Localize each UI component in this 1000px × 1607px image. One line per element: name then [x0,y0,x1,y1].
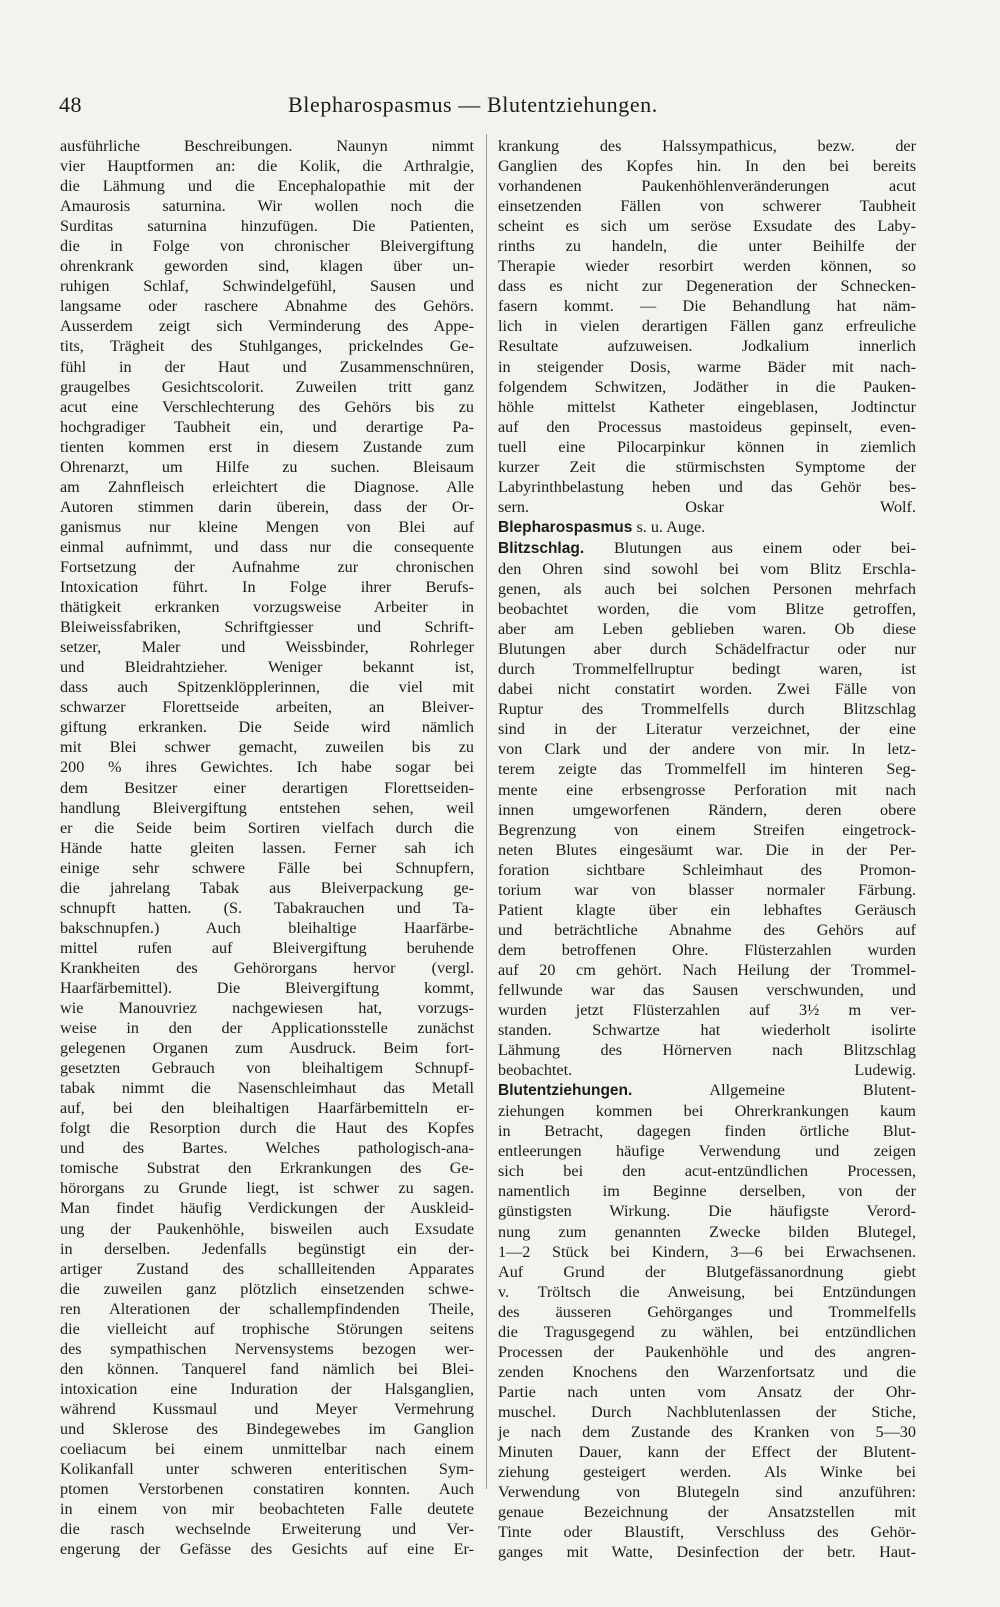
text-line: kurzer Zeit die stürmischsten Symptome der [498,457,916,476]
text-line: wurden jetzt Flüsterzahlen auf 3½ m ver- [498,1001,916,1020]
text-line: Ganglien des Kopfes hin. In den bei bereits [498,157,916,176]
text-line: hörorgans zu Grunde liegt, ist schwer zu sagen. [60,1179,474,1198]
text-line: beobachtet worden, die vom Blitze getroffen, [498,600,916,619]
text-line: Kolikanfall unter schweren enteritischen Sym- [60,1460,474,1479]
text-line: Minuten Dauer, kann der Effect der Blutent- [498,1443,916,1462]
text-line: dem Besitzer einer derartigen Florettseiden- [60,778,474,797]
text-line: auf, bei den bleihaltigen Haarfärbemitteln er- [60,1099,474,1118]
text-line: foration sichtbare Schleimhaut des Promon- [498,860,916,879]
text-line: Auf Grund der Blutgefässanordnung giebt [498,1262,916,1281]
text-line: rinths zu handeln, die unter Beihilfe der [498,237,916,256]
text-line: er die Seide beim Sortiren vielfach durch die [60,818,474,837]
text-line: aber am Leben geblieben waren. Ob diese [498,620,916,639]
text-line: Tinte oder Blaustift, Verschluss des Gehör- [498,1523,916,1542]
text-line: Amaurosis saturnina. Wir wollen noch die [60,197,474,216]
text-line: thätigkeit erkranken vorzugsweise Arbeiter in [60,598,474,617]
text-line: die rasch wechselnde Erweiterung und Ver- [60,1520,474,1539]
text-line: Begrenzung von einem Streifen eingetrock- [498,820,916,839]
right-column [498,136,916,1562]
text-line: Hände hatte gleiten lassen. Ferner sah ich [60,838,474,857]
text-line: ausführliche Beschreibungen. Naunyn nimmt [60,137,474,155]
text-line: die Lähmung und die Encephalopathie mit der [60,177,474,196]
text-line: 200 % ihres Gewichtes. Ich habe sogar bei [60,758,474,777]
text-line: sind in der Literatur verzeichnet, der eine [498,720,916,739]
text-line: setzer, Maler und Weissbinder, Rohrleger [60,638,474,657]
entry-heading: Blitzschlag. [498,539,585,557]
text-line: ganges mit Watte, Desinfection der betr. Haut- [498,1543,916,1562]
text-line: neten Blutes eingesäumt war. Die in der Per- [498,840,916,859]
text-line: folgt die Resorption durch die Haut des Kopfes [60,1119,474,1138]
text-line: höhle mittelst Katheter eingeblasen, Jodtinctur [498,397,916,416]
text-line: weise in den der Applicationsstelle zunächst [60,1019,474,1038]
text-line: durch Trommelfellruptur bedingt waren, ist [498,660,916,679]
text-line: zenden Knochens den Warzenfortsatz und die [498,1362,916,1381]
text-line: Processen der Paukenhöhle und des angren- [498,1342,916,1361]
text-line: einsetzenden Fällen von schwerer Taubheit [498,197,916,216]
text-line: Bleiweissfabriken, Schriftgiesser und Schrift- [60,618,474,637]
text-line: Blutentziehungen. Allgemeine Blutent- [498,1081,916,1100]
text-line: beobachtet. Ludewig. [498,1061,916,1080]
text-line: des äusseren Gehörganges und Trommelfells [498,1302,916,1321]
text-line: Surditas saturnina hinzufügen. Die Patienten, [60,217,474,236]
text-line: den Ohren sind sowohl bei vom Blitz Erschla- [498,559,916,578]
text-line: vier Hauptformen an: die Kolik, die Arthralgie, [60,157,474,176]
page-number: 48 [59,92,82,117]
text-line: Blutungen aber durch Schädelfractur oder nur [498,640,916,659]
text-line: wie Manouvriez nachgewiesen hat, vorzugs- [60,999,474,1018]
text-line: den können. Tanquerel fand nämlich bei Blei- [60,1359,474,1378]
text-line: artiger Zustand des schallleitenden Apparates [60,1259,474,1278]
text-line: ziehung gesteigert werden. Als Winke bei [498,1463,916,1482]
text-line: coeliacum bei einem unmittelbar nach einem [60,1440,474,1459]
text-line: des sympathischen Nervensystems bezogen wer- [60,1339,474,1358]
text-line: giftung erkranken. Die Seide wird nämlich [60,718,474,737]
text-line: ruhigen Schlaf, Schwindelgefühl, Sausen und [60,277,474,296]
text-line: gesetzten Gebrauch von bleihaltigem Schnupf- [60,1059,474,1078]
text-line: Ruptur des Trommelfells durch Blitzschlag [498,700,916,719]
text-line: Autoren stimmen darin überein, dass der Or- [60,497,474,516]
text-line: sich bei den acut-entzündlichen Processen, [498,1162,916,1181]
text-line: namentlich im Beginne derselben, von der [498,1182,916,1201]
text-line: nung zum genannten Zwecke bilden Blutegel, [498,1222,916,1241]
text-line: langsame oder raschere Abnahme des Gehörs. [60,297,474,316]
entry-heading: Blepharospasmus [498,518,633,536]
text-line: intoxication eine Induration der Halsganglien, [60,1379,474,1398]
running-head: Blepharospasmus — Blutentziehungen. [288,92,658,117]
text-line: am Zahnfleisch erleichtert die Diagnose. Alle [60,477,474,496]
text-line: Lähmung des Hörnerven nach Blitzschlag [498,1041,916,1060]
text-line: ung der Paukenhöhle, bisweilen auch Exsudate [60,1219,474,1238]
text-line: ganismus nur kleine Mengen von Blei auf [60,517,474,536]
text-line: terem zeigte das Trommelfell im hinteren Seg- [498,760,916,779]
text-line: die Tragusgegend zu wählen, bei entzündlichen [498,1322,916,1341]
text-line: gelegenen Organen zum Ausdruck. Beim fort- [60,1039,474,1058]
text-line: acut eine Verschlechterung des Gehörs bis zu [60,397,474,416]
text-line: Blepharospasmus s. u. Auge. [498,517,706,536]
text-line: tomische Substrat den Erkrankungen des Ge- [60,1159,474,1178]
text-line: ren Alterationen der schallempfindenden Theile, [60,1299,474,1318]
text-line: mittel rufen auf Bleivergiftung beruhende [60,938,474,957]
text-line: fühl in der Haut und Zusammenschnüren, [60,357,474,376]
text-line: 1—2 Stück bei Kindern, 3—6 bei Erwachsenen. [498,1242,916,1261]
text-line: tits, Trägheit des Stuhlganges, prickelndes Ge- [60,337,474,356]
text-line: graugelbes Gesichtscolorit. Zuweilen tritt ganz [60,377,474,396]
text-line: die vielleicht auf trophische Störungen seitens [60,1319,474,1338]
text-line: torium war von blasser normaler Färbung. [498,880,916,899]
text-line: Ohrenarzt, um Hilfe zu suchen. Bleisaum [60,457,474,476]
text-line: tuell eine Pilocarpinkur können in ziemlich [498,437,916,456]
text-line: lich in vielen derartigen Fällen ganz erfreuliche [498,317,916,336]
text-line: dem betroffenen Ohre. Flüsterzahlen wurden [498,940,916,959]
text-line: fasern kommt. — Die Behandlung hat näm- [498,297,916,316]
text-line: dabei nicht constatirt worden. Zwei Fälle von [498,680,916,699]
text-line: Intoxication führt. In Folge ihrer Berufs- [60,578,474,597]
text-line: dass auch Spitzenklöpplerinnen, die viel mit [60,678,474,697]
column-rule [486,134,487,1489]
text-line: folgendem Schwitzen, Jodäther in die Pauken- [498,377,916,396]
text-line: schwarzer Florettseide arbeiten, an Bleiver- [60,698,474,717]
text-line: tabak nimmt die Nasenschleimhaut das Metall [60,1079,474,1098]
text-line: Partie nach unten vom Ansatz der Ohr- [498,1382,916,1401]
text-line: innen umgeworfenen Rändern, deren obere [498,800,916,819]
text-line: Therapie wieder resorbirt werden können, so [498,257,916,276]
text-line: tienten kommen erst in diesem Zustande zum [60,437,474,456]
text-line: Man findet häufig Verdickungen der Auskleid- [60,1199,474,1218]
text-line: handlung Bleivergiftung entstehen sehen, weil [60,798,474,817]
text-line: in einem von mir beobachteten Falle deutete [60,1500,474,1519]
text-line: Labyrinthbelastung heben und das Gehör bes- [498,477,916,496]
text-line: scheint es sich um seröse Exsudate des Laby- [498,217,916,236]
text-line: bakschnupfen.) Auch bleihaltige Haarfärbe- [60,918,474,937]
text-line: v. Tröltsch die Anweisung, bei Entzündungen [498,1282,916,1301]
text-line: Resultate aufzuweisen. Jodkalium innerlich [498,337,916,356]
text-line: schnupft hatten. (S. Tabakrauchen und Ta- [60,898,474,917]
text-line: und des Bartes. Welches pathologisch-ana- [60,1139,474,1158]
text-line: einmal aufnimmt, und dass nur die consequente [60,537,474,556]
text-line: und Bleidrahtzieher. Weniger bekannt ist, [60,658,474,677]
left-column [60,136,474,1559]
text-line: genaue Bezeichnung der Ansatzstellen mit [498,1503,916,1522]
text-line: sern. Oskar Wolf. [498,497,916,516]
text-line: hochgradiger Taubheit ein, und derartige Pa- [60,417,474,436]
text-line: Patient klagte über ein lebhaftes Geräusch [498,900,916,919]
text-line: in derselben. Jedenfalls begünstigt ein der- [60,1239,474,1258]
text-line: die jahrelang Tabak aus Bleiverpackung ge- [60,878,474,897]
text-line: ptomen Verstorbenen constatiren konnten. Auch [60,1480,474,1499]
text-line: standen. Schwartze hat wiederholt isolirte [498,1021,916,1040]
text-line: fellwunde war das Sausen verschwunden, und [498,980,916,999]
text-line: Ausserdem zeigt sich Verminderung des Appe- [60,317,474,336]
text-line: Blitzschlag. Blutungen aus einem oder bei- [498,538,916,557]
text-line: die in Folge von chronischer Bleivergiftung [60,237,474,256]
text-line: in steigender Dosis, warme Bäder mit nach- [498,357,916,376]
text-line: mit Blei schwer gemacht, zuweilen bis zu [60,738,474,757]
text-line: genen, als auch bei solchen Personen mehrfach [498,580,916,599]
entry-heading: Blutentziehungen. [498,1082,633,1100]
text-line: Verwendung von Blutegeln sind anzuführen: [498,1483,916,1502]
text-line: günstigsten Wirkung. Die häufigste Verord- [498,1202,916,1221]
text-line: krankung des Halssympathicus, bezw. der [498,137,916,155]
text-line: entleerungen häufige Verwendung und zeigen [498,1142,916,1161]
text-line: von Clark und der andere von mir. In letz- [498,740,916,759]
text-line: auf 20 cm gehört. Nach Heilung der Trommel- [498,960,916,979]
text-line: während Kussmaul und Meyer Vermehrung [60,1399,474,1418]
text-line: Haarfärbemittel). Die Bleivergiftung kommt, [60,978,474,997]
text-line: in Betracht, dagegen finden örtliche Blut- [498,1122,916,1141]
text-line: einige sehr schwere Fälle bei Schnupfern, [60,858,474,877]
text-line: Krankheiten des Gehörorgans hervor (vergl. [60,958,474,977]
text-line: und Sklerose des Bindegewebes im Ganglion [60,1420,474,1438]
text-line: dass es nicht zur Degeneration der Schnecken- [498,277,916,296]
text-line: auf den Processus mastoideus gepinselt, even- [498,417,916,436]
text-line: engerung der Gefässe des Gesichts auf eine Er- [60,1540,474,1559]
text-line: ohrenkrank geworden sind, klagen über un- [60,257,474,276]
text-line: die zuweilen ganz plötzlich einsetzenden schwe- [60,1279,474,1298]
text-line: mente eine erbsengrosse Perforation mit nach [498,780,916,799]
text-line: je nach dem Zustande des Kranken von 5—30 [498,1423,916,1441]
text-line: ziehungen kommen bei Ohrerkrankungen kaum [498,1102,916,1121]
text-line: muschel. Durch Nachblutenlassen der Stiche, [498,1402,916,1421]
text-line: und beträchtliche Abnahme des Gehörs auf [498,920,916,939]
text-line: Fortsetzung der Aufnahme zur chronischen [60,557,474,576]
text-line: vorhandenen Paukenhöhlenveränderungen acut [498,177,916,196]
